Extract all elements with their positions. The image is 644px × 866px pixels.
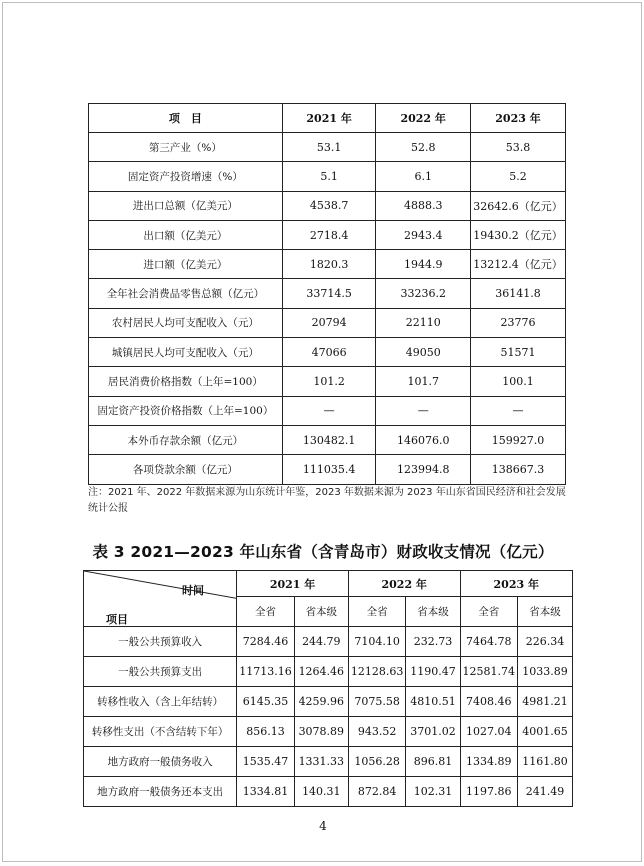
value-2021: 1820.3 [282, 250, 376, 279]
row-label: 地方政府一般债务还本支出 [84, 777, 237, 807]
value-2021: 20794 [282, 308, 376, 337]
table-cell: 7284.46 [237, 627, 295, 657]
value-2021: 130482.1 [282, 425, 376, 454]
sub-province: 全省 [237, 597, 295, 627]
value-2023: 23776 [470, 308, 565, 337]
table-row [89, 425, 566, 454]
economic-indicators-table [88, 103, 566, 485]
table-cell: 232.73 [406, 627, 460, 657]
table-row [84, 777, 573, 807]
fiscal-table [83, 570, 573, 807]
table-cell: 12581.74 [460, 657, 518, 687]
table-cell: 3078.89 [294, 717, 348, 747]
table-cell: 6145.35 [237, 687, 295, 717]
table-cell: 1033.89 [518, 657, 573, 687]
table-cell: 1334.81 [237, 777, 295, 807]
value-2022: 22110 [376, 308, 471, 337]
row-label: 固定资产投资增速（%） [89, 162, 283, 191]
table-cell: 12128.63 [348, 657, 406, 687]
table-cell: 4259.96 [294, 687, 348, 717]
year-2022: 2022 年 [348, 571, 460, 597]
sub-level: 省本级 [294, 597, 348, 627]
row-label: 居民消费价格指数（上年=100） [89, 367, 283, 396]
table-cell: 4810.51 [406, 687, 460, 717]
document-page [2, 2, 642, 862]
row-label: 转移性收入（含上年结转） [84, 687, 237, 717]
table-row [89, 191, 566, 220]
value-2022: 1944.9 [376, 250, 471, 279]
table-header-row [89, 104, 566, 133]
value-2022: 6.1 [376, 162, 471, 191]
corner-cell [84, 571, 237, 627]
row-label: 农村居民人均可支配收入（元） [89, 308, 283, 337]
row-label: 各项贷款余额（亿元） [89, 455, 283, 484]
sub-level: 省本级 [518, 597, 573, 627]
value-2023: 36141.8 [470, 279, 565, 308]
corner-time-label: 时间 [182, 584, 204, 597]
value-2022: 33236.2 [376, 279, 471, 308]
value-2022: 49050 [376, 338, 471, 367]
value-2023: 13212.4（亿元） [470, 250, 565, 279]
sub-level: 省本级 [406, 597, 460, 627]
table-note: 注：2021 年、2022 年数据来源为山东统计年鉴，2023 年数据来源为 2023 年山东省国民经济和社会发展统计公报 [88, 487, 566, 514]
value-2022: 2943.4 [376, 220, 471, 249]
row-label: 地方政府一般债务收入 [84, 747, 237, 777]
table-cell: 896.81 [406, 747, 460, 777]
table-row [89, 396, 566, 425]
table-row [89, 279, 566, 308]
sub-province: 全省 [460, 597, 518, 627]
table-row [84, 657, 573, 687]
value-2021: 101.2 [282, 367, 376, 396]
value-2023: 100.1 [470, 367, 565, 396]
value-2023: 53.8 [470, 133, 565, 162]
table-cell: 241.49 [518, 777, 573, 807]
table-cell: 102.31 [406, 777, 460, 807]
value-2021: 47066 [282, 338, 376, 367]
table-row [89, 162, 566, 191]
row-label: 本外币存款余额（亿元） [89, 425, 283, 454]
row-label: 全年社会消费品零售总额（亿元） [89, 279, 283, 308]
table-cell: 1161.80 [518, 747, 573, 777]
table-row [84, 717, 573, 747]
value-2022: 4888.3 [376, 191, 471, 220]
year-2023: 2023 年 [460, 571, 572, 597]
value-2022: 146076.0 [376, 425, 471, 454]
table-row [89, 308, 566, 337]
value-2021: 111035.4 [282, 455, 376, 484]
table-row [89, 220, 566, 249]
header-item: 项 目 [89, 104, 283, 133]
table-cell: 7075.58 [348, 687, 406, 717]
row-label: 第三产业（%） [89, 133, 283, 162]
value-2023: 19430.2（亿元） [470, 220, 565, 249]
table-cell: 3701.02 [406, 717, 460, 747]
table-cell: 7464.78 [460, 627, 518, 657]
table-body [89, 133, 566, 485]
value-2021: 2718.4 [282, 220, 376, 249]
table-cell: 1334.89 [460, 747, 518, 777]
row-label: 进出口总额（亿美元） [89, 191, 283, 220]
table-row [89, 367, 566, 396]
page-number: 4 [319, 819, 327, 833]
table-cell: 11713.16 [237, 657, 295, 687]
table-cell: 872.84 [348, 777, 406, 807]
table-cell: 1331.33 [294, 747, 348, 777]
value-2022: 52.8 [376, 133, 471, 162]
table-cell: 7104.10 [348, 627, 406, 657]
table-row [89, 133, 566, 162]
row-label: 进口额（亿美元） [89, 250, 283, 279]
table-cell: 1027.04 [460, 717, 518, 747]
year-2021: 2021 年 [237, 571, 349, 597]
value-2023: 51571 [470, 338, 565, 367]
row-label: 固定资产投资价格指数（上年=100） [89, 396, 283, 425]
year-header-row [84, 571, 573, 597]
table-cell: 4001.65 [518, 717, 573, 747]
value-2021: 4538.7 [282, 191, 376, 220]
value-2021: 33714.5 [282, 279, 376, 308]
header-2023: 2023 年 [470, 104, 565, 133]
table-cell: 1264.46 [294, 657, 348, 687]
table-row [84, 687, 573, 717]
value-2023: 32642.6（亿元） [470, 191, 565, 220]
table-cell: 1056.28 [348, 747, 406, 777]
row-label: 一般公共预算支出 [84, 657, 237, 687]
row-label: 转移性支出（不含结转下年） [84, 717, 237, 747]
table-row [89, 455, 566, 484]
table-cell: 1190.47 [406, 657, 460, 687]
value-2023: 5.2 [470, 162, 565, 191]
value-2023: 138667.3 [470, 455, 565, 484]
table-body [84, 571, 573, 807]
table-cell: 7408.46 [460, 687, 518, 717]
corner-item-label: 项目 [106, 613, 128, 626]
table-cell: 140.31 [294, 777, 348, 807]
table-cell: 4981.21 [518, 687, 573, 717]
header-2021: 2021 年 [282, 104, 376, 133]
table-cell: 226.34 [518, 627, 573, 657]
value-2023: 159927.0 [470, 425, 565, 454]
table-row [89, 250, 566, 279]
value-2021: 5.1 [282, 162, 376, 191]
row-label: 出口额（亿美元） [89, 220, 283, 249]
header-2022: 2022 年 [376, 104, 471, 133]
value-2021: 53.1 [282, 133, 376, 162]
table-title: 表 3 2021—2023 年山东省（含青岛市）财政收支情况（亿元） [92, 543, 554, 561]
value-2022: 123994.8 [376, 455, 471, 484]
row-label: 城镇居民人均可支配收入（元） [89, 338, 283, 367]
value-2022: — [376, 396, 471, 425]
table-cell: 1535.47 [237, 747, 295, 777]
value-2021: — [282, 396, 376, 425]
table-cell: 1197.86 [460, 777, 518, 807]
table-row [84, 747, 573, 777]
value-2023: — [470, 396, 565, 425]
table-cell: 943.52 [348, 717, 406, 747]
sub-province: 全省 [348, 597, 406, 627]
table-row [84, 627, 573, 657]
table-cell: 856.13 [237, 717, 295, 747]
table-row [89, 338, 566, 367]
value-2022: 101.7 [376, 367, 471, 396]
row-label: 一般公共预算收入 [84, 627, 237, 657]
table-cell: 244.79 [294, 627, 348, 657]
